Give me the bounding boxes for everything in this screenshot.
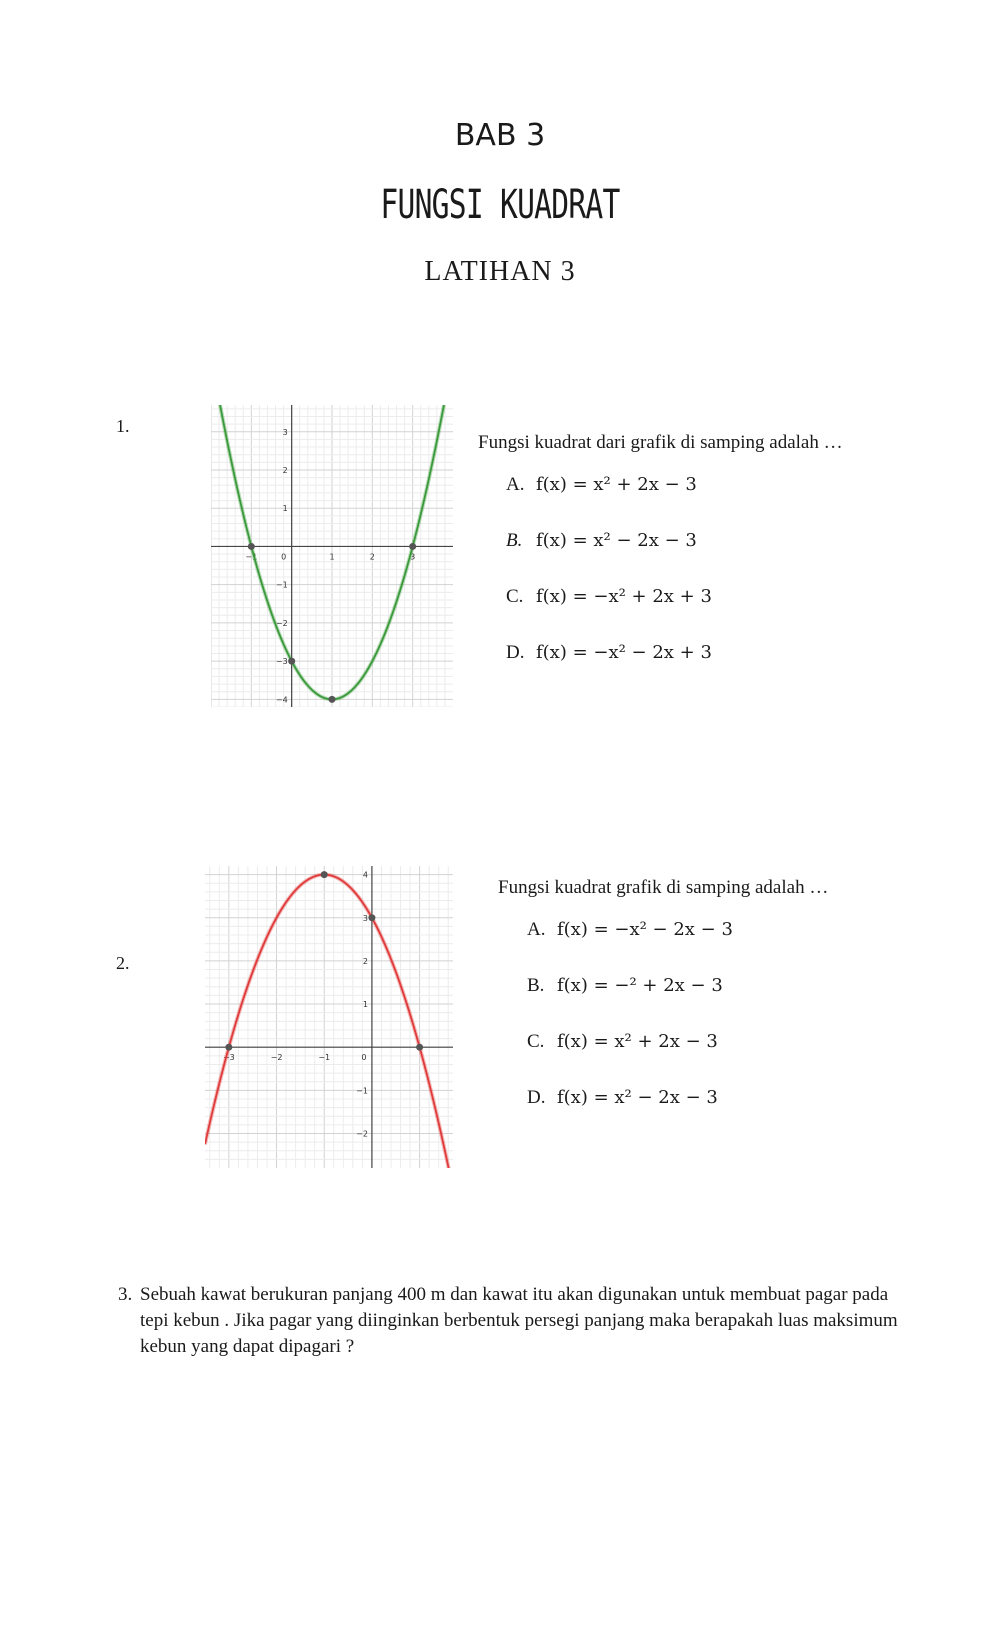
option-letter: D. bbox=[527, 1087, 546, 1108]
y-tick-label: 1 bbox=[362, 1000, 368, 1010]
option-letter: C. bbox=[506, 586, 524, 607]
question-2-option-c[interactable] bbox=[527, 1031, 718, 1053]
question-1-option-c[interactable] bbox=[506, 586, 712, 608]
y-tick-label: 4 bbox=[362, 870, 368, 880]
graph-point bbox=[368, 914, 375, 921]
y-tick-label: 2 bbox=[282, 465, 288, 475]
option-formula: f(x) = −x² − 2x − 3 bbox=[557, 919, 733, 940]
question-1-option-b[interactable] bbox=[506, 530, 697, 552]
option-letter: A. bbox=[506, 474, 525, 495]
option-formula: f(x) = x² − 2x − 3 bbox=[557, 1087, 718, 1108]
option-formula: f(x) = −x² − 2x + 3 bbox=[536, 642, 712, 663]
y-tick-label: 1 bbox=[282, 504, 288, 514]
question-2-prompt: Fungsi kuadrat grafik di samping adalah … bbox=[498, 877, 829, 898]
question-1-number: 1. bbox=[116, 416, 130, 436]
y-tick-label: 3 bbox=[282, 427, 288, 437]
question-2-graph bbox=[205, 866, 453, 1168]
option-formula: f(x) = x² + 2x − 3 bbox=[536, 474, 697, 495]
question-1-prompt: Fungsi kuadrat dari grafik di samping adalah … bbox=[478, 432, 843, 453]
y-tick-label: 3 bbox=[362, 913, 368, 923]
question-1-option-a[interactable] bbox=[506, 474, 697, 496]
x-tick-label: −3 bbox=[222, 1053, 235, 1063]
graph-point bbox=[329, 696, 336, 703]
question-3 bbox=[118, 1282, 898, 1360]
exercise-subtitle: LATIHAN 3 bbox=[424, 256, 576, 287]
option-formula: f(x) = x² − 2x − 3 bbox=[536, 530, 697, 551]
option-letter: B. bbox=[506, 530, 523, 551]
x-tick-label: −2 bbox=[270, 1053, 283, 1063]
y-tick-label: −4 bbox=[275, 695, 288, 705]
chapter-label: BAB 3 bbox=[454, 118, 546, 153]
y-tick-label: −2 bbox=[356, 1129, 368, 1139]
question-1-graph bbox=[211, 405, 453, 707]
x-tick-label: 2 bbox=[369, 552, 375, 562]
option-letter: C. bbox=[527, 1031, 545, 1052]
option-letter: A. bbox=[527, 919, 546, 940]
question-1-option-d[interactable] bbox=[506, 642, 712, 664]
x-tick-label: 0 bbox=[281, 552, 287, 562]
question-2-option-b[interactable] bbox=[527, 975, 723, 997]
graph-point bbox=[409, 543, 416, 550]
graph-point bbox=[416, 1044, 423, 1051]
grid bbox=[205, 866, 453, 1168]
y-tick-label: −1 bbox=[275, 580, 288, 590]
option-letter: B. bbox=[527, 975, 545, 996]
graph-point bbox=[288, 658, 295, 665]
x-tick-label: −1 bbox=[318, 1053, 331, 1063]
option-formula: f(x) = −x² + 2x + 3 bbox=[536, 586, 712, 607]
x-tick-label: −1 bbox=[245, 552, 258, 562]
question-2-number: 2. bbox=[116, 953, 130, 973]
question-3-text: Sebuah kawat berukuran panjang 400 m dan kawat itu akan digunakan untuk membuat pagar pada tepi kebun . Jika pagar yang diinginkan berbentuk persegi panjang maka berapakah luas maksimum kebun yang dapat dipagari ? bbox=[140, 1284, 898, 1357]
option-formula: f(x) = −² + 2x − 3 bbox=[557, 975, 723, 996]
option-letter: D. bbox=[506, 642, 525, 663]
x-tick-label: 3 bbox=[410, 552, 416, 562]
option-formula: f(x) = x² + 2x − 3 bbox=[557, 1031, 718, 1052]
page-title: FUNGSI KUADRAT bbox=[380, 182, 620, 228]
graph-point bbox=[248, 543, 255, 550]
y-tick-label: −1 bbox=[356, 1086, 368, 1096]
question-2-option-a[interactable] bbox=[527, 919, 733, 941]
question-2-option-d[interactable] bbox=[527, 1087, 718, 1109]
x-tick-label: 0 bbox=[361, 1053, 367, 1063]
y-tick-label: 2 bbox=[362, 956, 368, 966]
graph-point bbox=[321, 871, 328, 878]
x-tick-label: 1 bbox=[329, 552, 335, 562]
graph-point bbox=[225, 1044, 232, 1051]
y-tick-label: −3 bbox=[275, 657, 288, 667]
y-tick-label: −2 bbox=[275, 618, 288, 628]
question-3-number: 3. bbox=[118, 1284, 133, 1305]
